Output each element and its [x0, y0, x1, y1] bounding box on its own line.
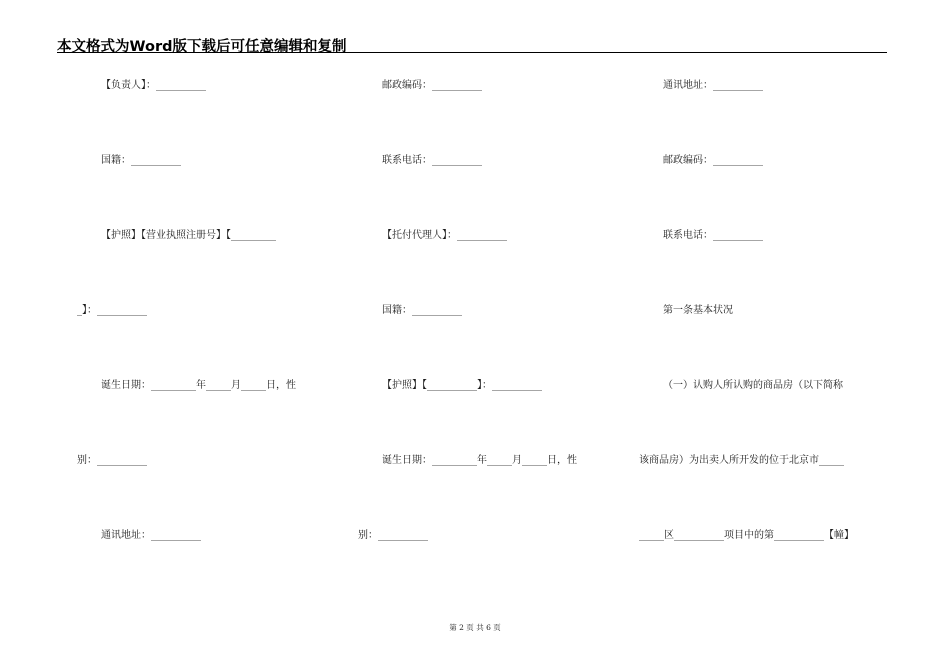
text-line: _____区__________项目中的第__________【幢】: [639, 530, 854, 541]
text-line: 【护照】【__________】：__________: [382, 380, 542, 391]
text-line: 通讯地址：__________: [663, 80, 763, 91]
header-title: 本文格式为Word版下载后可任意编辑和复制: [57, 39, 347, 55]
text-line: 邮政编码：__________: [382, 80, 482, 91]
text-line: 诞生日期：_________年_____月_____日，性: [101, 380, 296, 391]
column-middle: [330, 0, 610, 672]
text-line: 【负责人】：__________: [101, 80, 206, 91]
page-number: 第 2 页 共 6 页: [449, 623, 501, 632]
text-line: 邮政编码：__________: [663, 155, 763, 166]
text-line: 诞生日期：_________年_____月_____日，性: [382, 455, 577, 466]
text-line: （一）认购人所认购的商品房（以下简称: [663, 380, 843, 391]
text-line: 联系电话：__________: [663, 230, 763, 241]
text-line: 国籍：__________: [382, 305, 462, 316]
text-line: 通讯地址：__________: [101, 530, 201, 541]
text-line: 【护照】【营业执照注册号】【_________: [101, 230, 276, 241]
text-line: 第一条基本状况: [663, 305, 733, 316]
text-line: 国籍：__________: [101, 155, 181, 166]
text-line: 别：__________: [77, 455, 147, 466]
column-left: [0, 0, 320, 672]
text-line: 别：__________: [358, 530, 428, 541]
text-line: 该商品房）为出卖人所开发的位于北京市_____: [639, 455, 844, 466]
text-line: 【托付代理人】：__________: [382, 230, 507, 241]
column-right: [620, 0, 910, 672]
text-line: 联系电话：__________: [382, 155, 482, 166]
text-line: _】：__________: [77, 305, 147, 316]
